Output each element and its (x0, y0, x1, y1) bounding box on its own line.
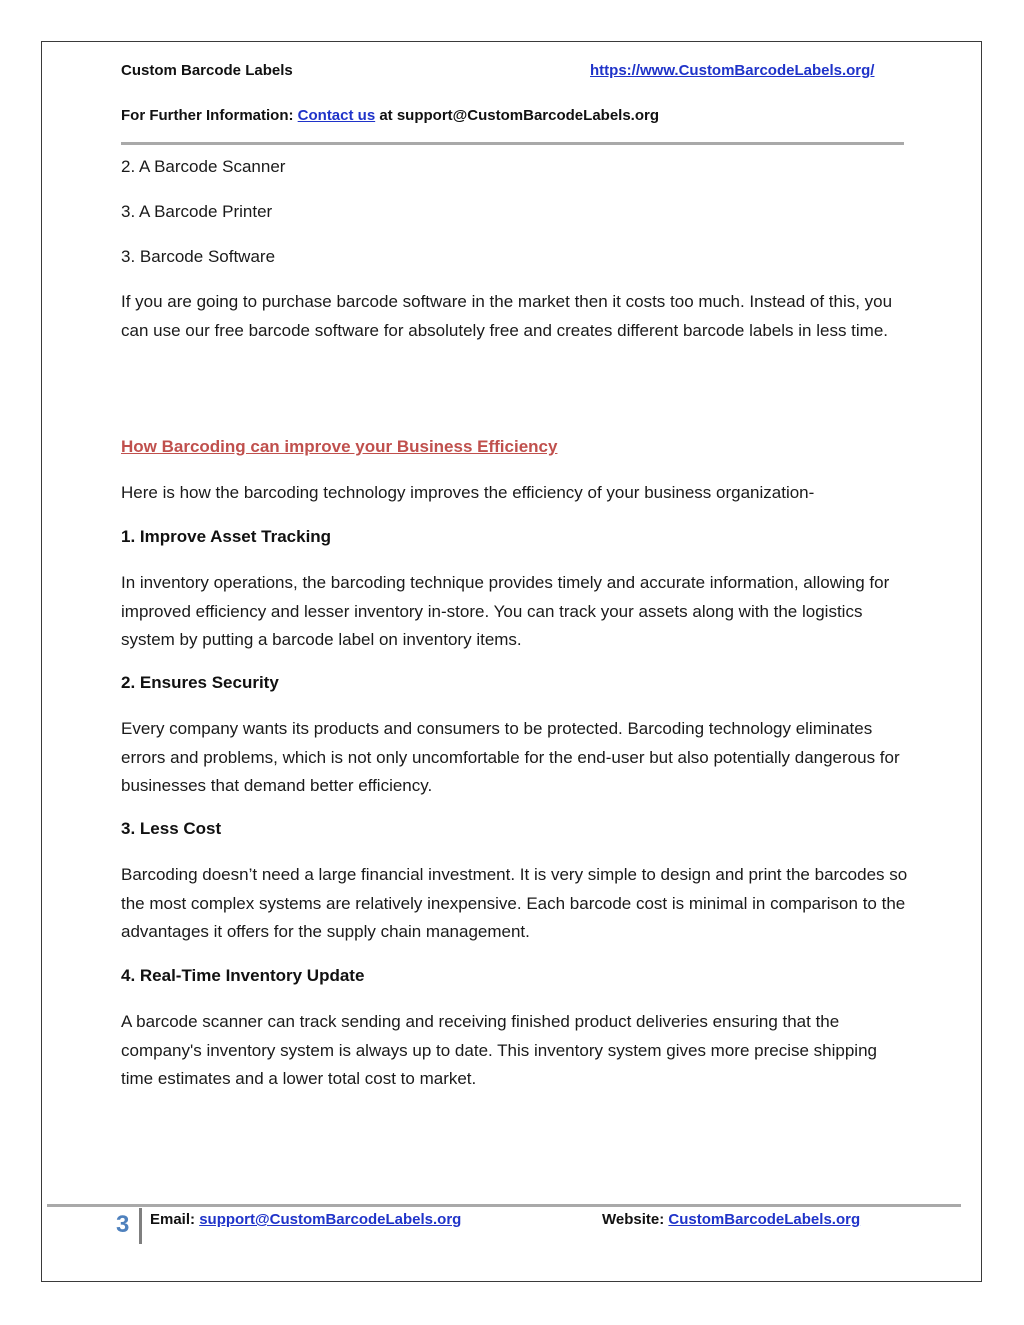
footer-email-label: Email: (150, 1211, 200, 1228)
point-text-asset-tracking: In inventory operations, the barcoding technique provides timely and accurate information, allowing for improved efficiency and lesser inventory in-store. You can track your assets along with the logistics system by putting a barcode label on inventory items. (121, 573, 890, 649)
contact-us-link[interactable]: Contact us (297, 107, 376, 124)
point-title-asset-tracking: 1. Improve Asset Tracking (121, 527, 332, 546)
footer-email (150, 1211, 461, 1228)
point-text-realtime-inventory: A barcode scanner can track sending and receiving finished product deliveries ensuring that the company's inventory system is always up to date. This inventory system gives more precise shipping time estimates and a lower total cost to market. (121, 1012, 877, 1088)
point-title-realtime-inventory: 4. Real-Time Inventory Update (121, 966, 365, 985)
point-text-security: Every company wants its products and consumers to be protected. Barcoding technology eliminates errors and problems, which is not only uncomfortable for the end-user but also potentially dangerous for businesses that demand better efficiency. (121, 719, 900, 795)
point-text-less-cost: Barcoding doesn’t need a large financial investment. It is very simple to design and print the barcodes so the most complex systems are relatively inexpensive. Each barcode cost is minimal in comparison to the advantages it offers for the supply chain management. (121, 865, 908, 941)
page-border (41, 41, 982, 1282)
section-heading-link[interactable]: How Barcoding can improve your Business Efficiency (121, 437, 558, 456)
footer-separator (139, 1208, 142, 1244)
footer-divider (47, 1204, 961, 1207)
intro-paragraph: If you are going to purchase barcode software in the market then it costs too much. Instead of this, you can use our free barcode software for absolutely free and creates different barcode labels in less time. (121, 292, 893, 340)
point-title-security: 2. Ensures Security (121, 673, 279, 692)
header-info-prefix: For Further Information: (121, 107, 298, 124)
list-item-scanner: 2. A Barcode Scanner (121, 157, 286, 176)
header-info-suffix: at support@CustomBarcodeLabels.org (375, 107, 659, 124)
footer-website (602, 1211, 860, 1228)
header-info-line (121, 107, 659, 124)
header-url-link[interactable]: https://www.CustomBarcodeLabels.org/ (590, 62, 875, 79)
footer-website-label: Website: (602, 1211, 669, 1228)
section-intro-paragraph: Here is how the barcoding technology improves the efficiency of your business organization- (121, 483, 815, 502)
header-divider (121, 142, 904, 145)
point-title-less-cost: 3. Less Cost (121, 819, 222, 838)
page-number: 3 (116, 1211, 130, 1238)
list-item-printer: 3. A Barcode Printer (121, 202, 273, 221)
header-title: Custom Barcode Labels (121, 62, 293, 79)
footer-email-link[interactable]: support@CustomBarcodeLabels.org (199, 1211, 462, 1228)
footer-website-link[interactable]: CustomBarcodeLabels.org (668, 1211, 861, 1228)
list-item-software: 3. Barcode Software (121, 247, 276, 266)
